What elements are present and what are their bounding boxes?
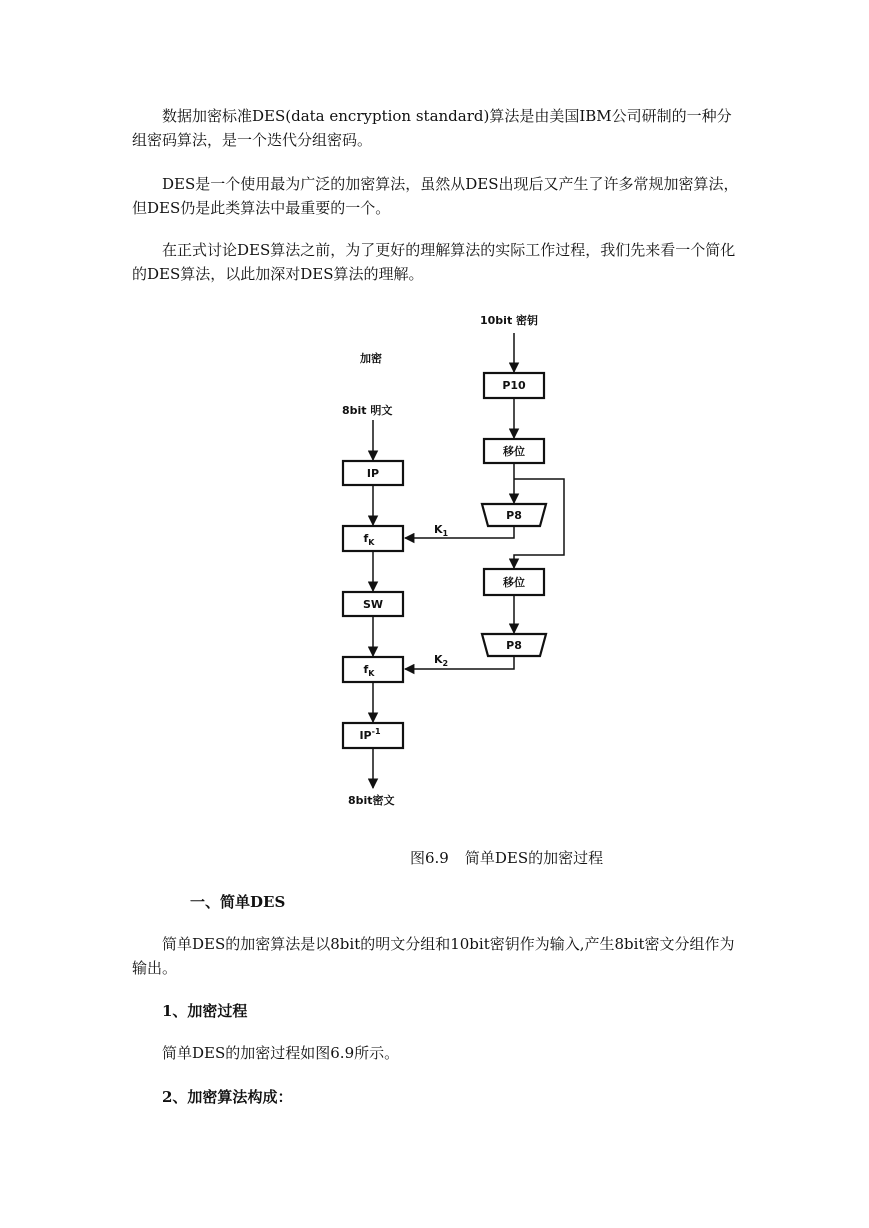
- svg-text:fK: $f_K$: [363, 532, 375, 547]
- paragraph-des-usage: DES是一个使用最为广泛的加密算法，虽然从DES出现后又产生了许多常规加密算法，但DES仍是此类算法中最重要的一个。: [132, 175, 739, 217]
- section-heading-algorithm-composition: 2、加密算法构成：: [162, 1088, 293, 1106]
- paragraph-encryption-process: 简单DES的加密过程如图6.9所示。: [162, 1044, 400, 1062]
- svg-text:移位: 移位: [503, 445, 525, 458]
- sw-box: [343, 592, 403, 616]
- section-heading-simple-des: 一、简单DES: [190, 893, 286, 911]
- ip-inverse-box: [343, 723, 403, 748]
- shift2-box: [484, 569, 544, 595]
- encrypt-label: 加密: [360, 352, 382, 365]
- figure-caption: 图6.9 简单DES的加密过程: [410, 849, 604, 867]
- svg-text:SW: SW: [362, 598, 384, 611]
- paragraph-simplified-des: 在正式讨论DES算法之前，为了更好的理解算法的实际工作过程，我们先来看一个简化的DES算法，以此加深对DES算法的理解。: [132, 241, 736, 283]
- svg-text:移位: 移位: [503, 576, 525, 589]
- svg-text:IP-1: $IP^{-1}$: [359, 727, 381, 742]
- paragraph-simple-des-description: 简单DES的加密算法是以8bit的明文分组和10bit密钥作为输入,产生8bit密文分组作为输出。: [132, 935, 735, 977]
- p8-2-box: [482, 634, 546, 656]
- fk1-box: [343, 526, 403, 551]
- shift1-box: [484, 439, 544, 463]
- plaintext-label: 8bit 明文: [342, 404, 393, 417]
- section-heading-encryption-process: 1、加密过程: [162, 1002, 248, 1020]
- key-label: 10bit 密钥: [480, 314, 539, 327]
- p8-1-box: [482, 504, 546, 526]
- paragraph-des-intro: 数据加密标准DES(data encryption standard)算法是由美国IBM公司研制的一种分组密码算法，是一个迭代分组密码。: [132, 107, 732, 149]
- k2-label: $K_2$: [434, 653, 449, 668]
- svg-text:P10: P10: [502, 379, 526, 392]
- ciphertext-label: 8bit密文: [348, 794, 395, 807]
- ip-box: [343, 461, 403, 485]
- svg-text:fK: $f_K$: [363, 663, 375, 678]
- fk2-box: [343, 657, 403, 682]
- svg-text:IP: IP: [366, 467, 380, 480]
- k1-label: $K_1$: [434, 523, 449, 538]
- p10-box: [484, 373, 544, 398]
- svg-text:P8: P8: [506, 509, 522, 522]
- svg-text:P8: P8: [506, 639, 522, 652]
- des-encryption-diagram: [320, 305, 590, 820]
